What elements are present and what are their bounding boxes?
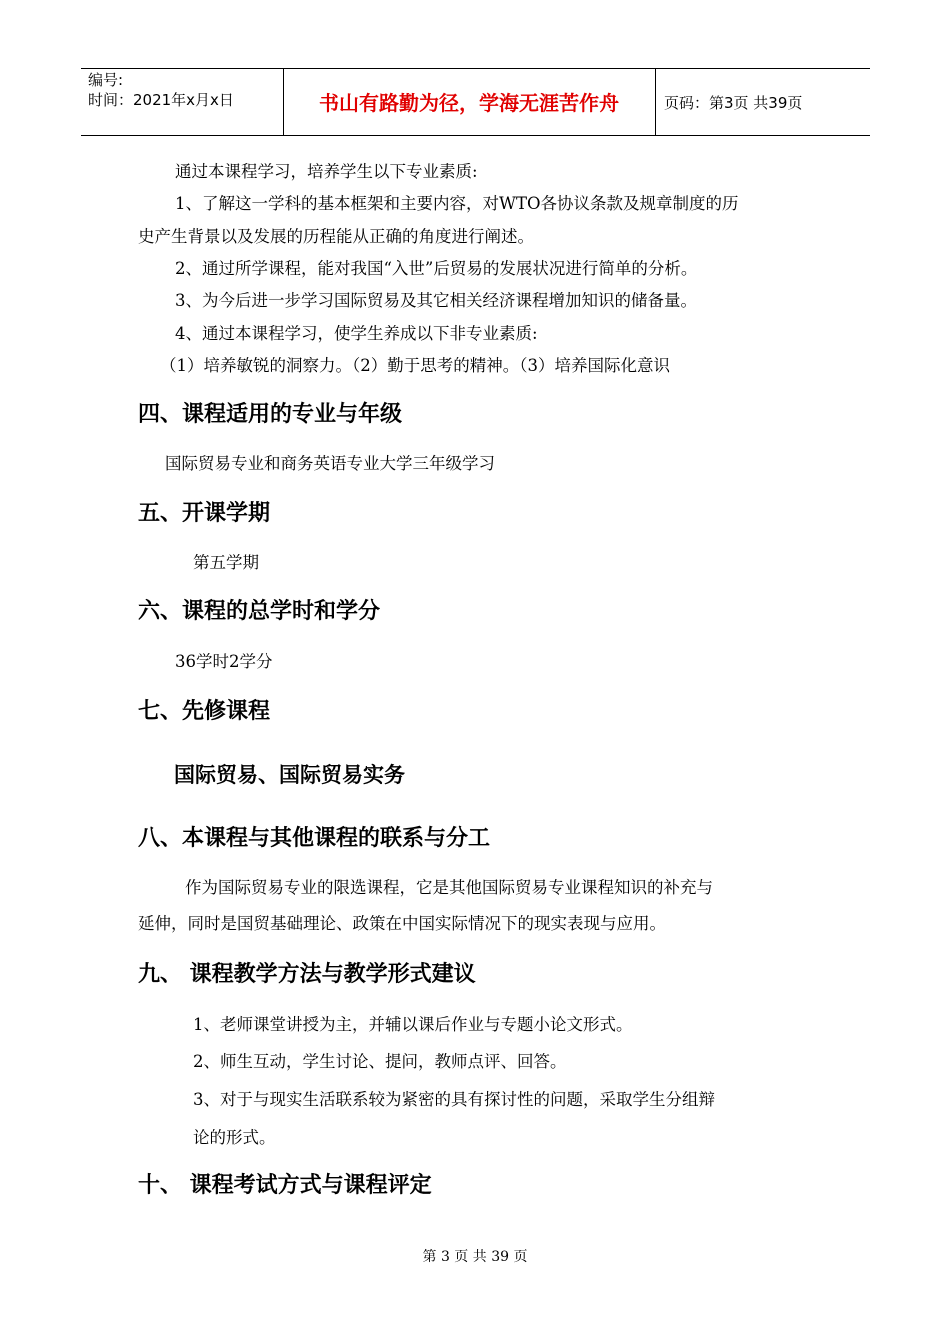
section-body: 国际贸易专业和商务英语专业大学三年级学习 [165,454,495,473]
paragraph-line: 延伸，同时是国贸基础理论、政策在中国实际情况下的现实表现与应用。 [138,914,666,933]
section-heading: 十、 课程考试方式与课程评定 [138,1173,432,1198]
section-heading: 八、本课程与其他课程的联系与分工 [138,826,491,851]
list-item: 3、对于与现实生活联系较为紧密的具有探讨性的问题，采取学生分组辩 [193,1090,715,1109]
header-divider [655,68,656,135]
number-label: 编号: [88,71,124,89]
section-body: 36学时2学分 [175,652,273,671]
header-motto [283,68,655,135]
prerequisite-courses: 国际贸易、国际贸易实务 [174,763,405,787]
motto-text: 书山有路勤为径，学海无涯苦作舟 [319,91,619,115]
list-item: 1、了解这一学科的基本框架和主要内容，对WTO各协议条款及规章制度的历 [175,194,739,213]
page-footer: 第 3 页 共 39 页 [422,1249,528,1265]
list-item: 2、通过所学课程，能对我国“入世”后贸易的发展状况进行简单的分析。 [175,259,698,278]
list-item: 1、老师课堂讲授为主，并辅以课后作业与专题小论文形式。 [193,1015,633,1034]
section-body: 第五学期 [193,553,259,572]
list-item: 4、通过本课程学习，使学生养成以下非专业素质: [175,324,538,343]
section-heading: 四、课程适用的专业与年级 [138,402,403,427]
list-item: 3、为今后进一步学习国际贸易及其它相关经济课程增加知识的储备量。 [175,291,697,310]
section-heading: 六、课程的总学时和学分 [138,599,381,624]
date-label: 时间：2021年x月x日 [88,91,234,109]
paragraph-line: 作为国际贸易专业的限选课程，它是其他国际贸易专业课程知识的补充与 [185,878,713,897]
intro-text: 通过本课程学习，培养学生以下专业素质: [175,162,478,181]
header-page-info: 页码：第3页 共39页 [664,94,803,112]
header-bottom-rule [81,135,870,136]
header-meta [88,70,234,110]
list-item: （1）培养敏锐的洞察力。（2）勤于思考的精神。（3）培养国际化意识 [160,356,670,375]
section-heading: 九、 课程教学方法与教学形式建议 [138,962,476,987]
section-heading: 五、开课学期 [138,501,271,526]
list-item: 论的形式。 [193,1128,276,1147]
list-item: 史产生背景以及发展的历程能从正确的角度进行阐述。 [138,227,534,246]
list-item: 2、师生互动，学生讨论、提问，教师点评、回答。 [193,1052,567,1071]
section-heading: 七、先修课程 [138,699,271,724]
